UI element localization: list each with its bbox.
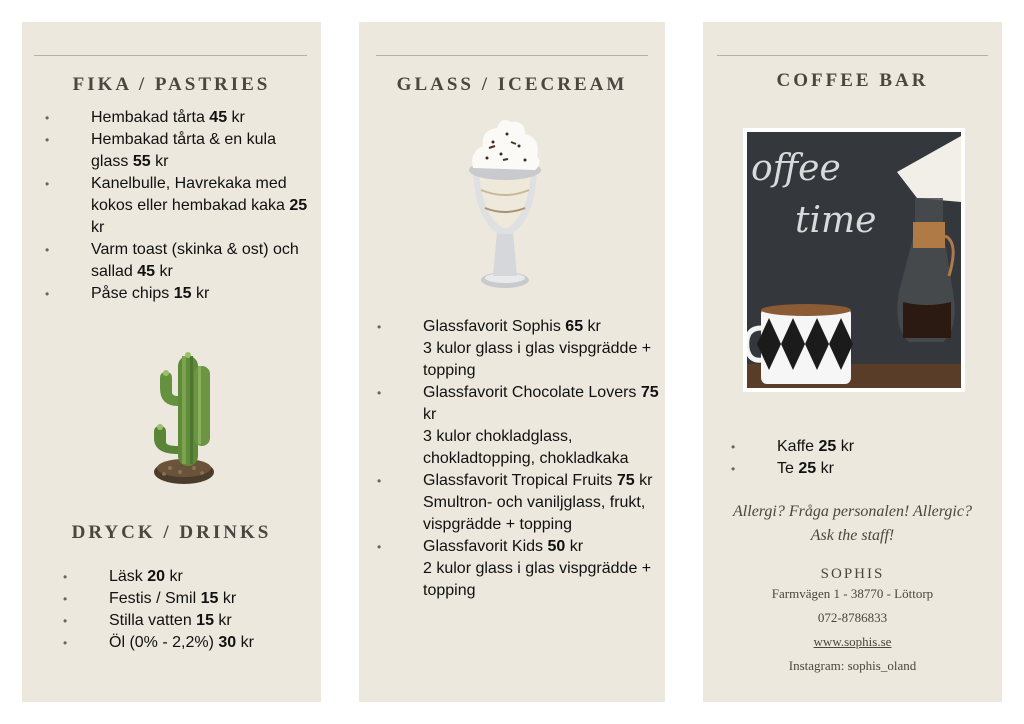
chalk-text: offee xyxy=(751,148,841,189)
list-item: • Varm toast (skinka & ost) och sallad 45 kr xyxy=(45,239,315,283)
list-item: • Hembakad tårta & en kula glass 55 kr xyxy=(45,129,315,173)
list-item: • Öl (0% - 2,2%) 30 kr xyxy=(63,632,313,654)
icecream-panel xyxy=(359,22,665,702)
sundae-illustration xyxy=(463,112,547,292)
coffee-title: COFFEE BAR xyxy=(776,70,929,91)
allergy-note: Allergi? Fråga personalen! Allergic? Ask the staff! xyxy=(733,503,972,544)
footer xyxy=(703,500,1002,677)
pastries-title: FIKA / PASTRIES xyxy=(72,74,271,95)
list-item: • Påse chips 15 kr xyxy=(45,283,315,305)
instagram-handle: Instagram: sophis_oland xyxy=(788,658,917,673)
chalk-text: time xyxy=(795,200,877,241)
coffee-photo xyxy=(743,128,965,392)
list-item: • Glassfavorit Chocolate Lovers 75 kr 3 kulor chokladglass, chokladtopping, chokladkaka xyxy=(377,382,659,470)
phone: 072-8786833 xyxy=(817,610,888,625)
list-item: • Glassfavorit Sophis 65 kr 3 kulor glass i glas vispgrädde + topping xyxy=(377,316,659,382)
brand-name: SOPHIS xyxy=(820,566,885,582)
list-item: • Festis / Smil 15 kr xyxy=(63,588,313,610)
list-item: • Glassfavorit Tropical Fruits 75 kr Smultron- och vaniljglass, frukt, vispgrädde + topping xyxy=(377,470,659,536)
divider xyxy=(34,55,307,56)
coffee-list xyxy=(731,436,981,480)
divider xyxy=(376,55,648,56)
address: Farmvägen 1 - 38770 - Löttorp xyxy=(771,586,934,601)
pastries-list xyxy=(45,107,315,305)
divider xyxy=(717,55,988,56)
coffee-panel xyxy=(703,22,1002,702)
list-item: • Hembakad tårta 45 kr xyxy=(45,107,315,129)
list-item: • Kanelbulle, Havrekaka med kokos eller hembakad kaka 25 kr xyxy=(45,173,315,239)
icecream-title: GLASS / ICECREAM xyxy=(396,74,628,95)
list-item: • Läsk 20 kr xyxy=(63,566,313,588)
icecream-list xyxy=(377,316,659,602)
drinks-title: DRYCK / DRINKS xyxy=(71,522,272,543)
list-item: • Stilla vatten 15 kr xyxy=(63,610,313,632)
cactus-illustration xyxy=(146,344,218,486)
drinks-list xyxy=(63,566,313,654)
list-item: • Glassfavorit Kids 50 kr 2 kulor glass i glas vispgrädde + topping xyxy=(377,536,659,602)
website-link[interactable]: www.sophis.se xyxy=(813,634,892,649)
list-item: • Kaffe 25 kr xyxy=(731,436,981,458)
pastries-panel xyxy=(22,22,321,702)
list-item: • Te 25 kr xyxy=(731,458,981,480)
